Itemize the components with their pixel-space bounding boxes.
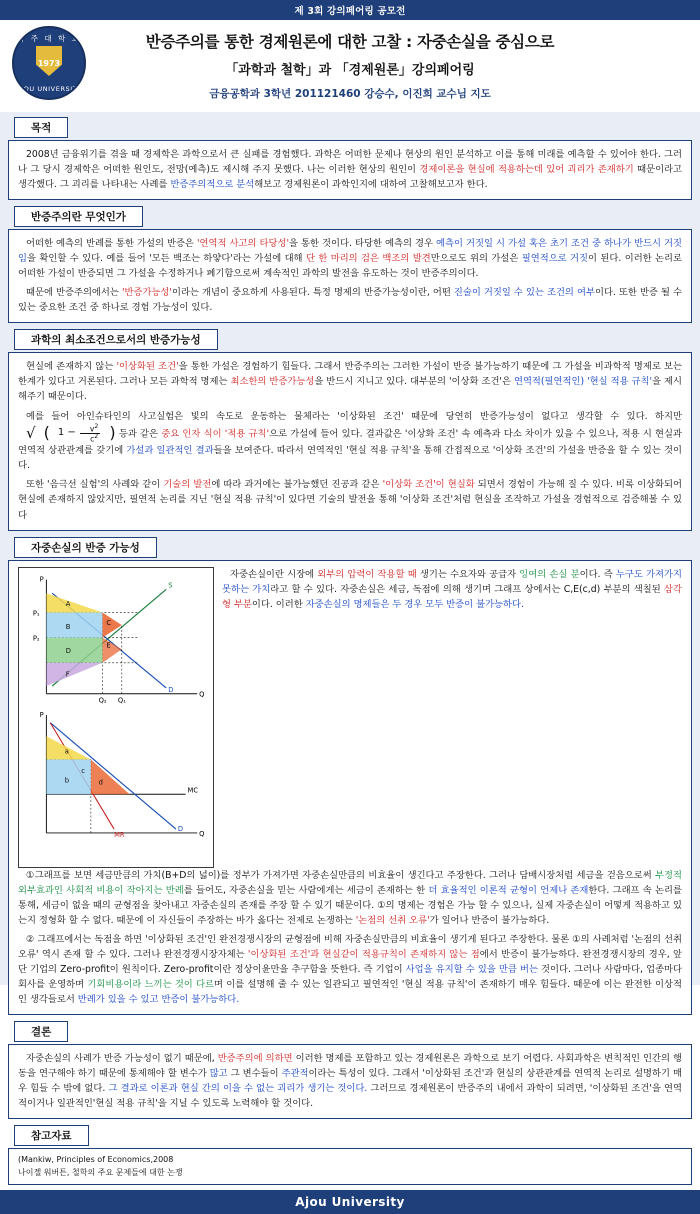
section-heading-minimum-condition: 과학의 최소조건으로서의 반증가능성 — [14, 329, 218, 350]
paragraph: 자중손실이란 시장에 외부의 압력이 작용할 때 생기는 수요자와 공급자 잉여의 손실 분이다. 즉 누구도 가져가지 못하는 가치라고 할 수 있다. 자중손실은 세금, 독점에 의해 생기며 그래프 상에서는 C,E(c,d) 부분의 색칠된 삼각형 부분이다. 이러한 자중손실의 명제들은 두 경우 모두 반증이 불가능하다. — [222, 568, 682, 610]
svg-text:D: D — [65, 646, 71, 655]
svg-text:a: a — [64, 747, 69, 756]
deadweight-loss-intro-text — [222, 567, 682, 612]
svg-text:P₂: P₂ — [32, 634, 40, 643]
svg-text:A: A — [65, 599, 71, 608]
paragraph: 2008년 금융위기를 겪을 때 경제학은 과학으로서 큰 실패를 경험했다. 과학은 어떠한 문제나 현상의 원인 분석하고 이를 통해 미래를 예측할 수 있어야 한다. 그러나 그 당시 경제학은 어떠한 원인도, 전망(예측)도 제시해 주지 못했다. 나는 이러한 현상의 원인이 경제이론을 현실에 적용하는데 있어 괴리가 존재하기 때문이라고 생각했다. 그 괴리를 나타내는 사례를 반증주의적으로 분석해보고 경제원론이 과학인지에 대하여 고찰해보고자 한다. — [18, 149, 683, 191]
section-heading-references: 참고자료 — [14, 1125, 89, 1146]
svg-text:b: b — [64, 776, 70, 785]
svg-text:P₁: P₁ — [32, 608, 40, 617]
section-minimum-condition — [8, 328, 692, 530]
svg-text:MR: MR — [114, 830, 125, 839]
reference-line: 나이젤 워버튼, 철학의 주요 문제들에 대한 논쟁 — [18, 1167, 183, 1177]
svg-text:MC: MC — [187, 785, 199, 794]
section-body-minimum-condition — [8, 352, 692, 530]
supply-demand-diagram — [18, 567, 214, 868]
section-what-is-falsificationism — [8, 205, 692, 323]
section-purpose — [8, 116, 692, 200]
svg-text:d: d — [98, 778, 103, 787]
top-banner: 제 3회 강의페어링 공모전 — [0, 0, 700, 20]
svg-text:S: S — [168, 580, 173, 589]
page-subtitle: 「과학과 철학」과 「경제원론」강의페어링 — [225, 63, 475, 78]
reference-line: (Mankiw, Principles of Economics,2008 — [18, 1155, 174, 1165]
logo-top-arc-text: 아 주 대 학 교 — [17, 34, 81, 43]
section-body-conclusion — [8, 1044, 692, 1119]
university-logo — [12, 26, 86, 100]
section-conclusion — [8, 1020, 692, 1119]
poster-header — [0, 20, 700, 112]
authors-line: 금융공학과 3학년 201121460 강승수, 이진희 교수님 지도 — [209, 88, 491, 100]
svg-text:F: F — [65, 669, 70, 678]
section-body-purpose — [8, 140, 692, 200]
section-body-deadweight-loss — [8, 560, 692, 1015]
svg-text:P: P — [39, 575, 44, 584]
paragraph: 현실에 존재하지 않는 '이상화된 조건'을 통한 가설은 경험하기 힘들다. 그래서 반증주의는 그러한 가설이 반증 불가능하기 때문에 그 가설을 비과학적 명제로 보는 한계가 있다고 거론된다. 그러나 모든 과학적 명제는 최소한의 반증가능성을 반드시 지니고 있다. 대부분의 '이상화 조건'은 연역적(필연적인) '현실 적용 규칙'을 제시해주기 때문이다. — [18, 361, 683, 403]
footer-banner: Ajou University — [0, 1190, 700, 1214]
svg-text:D: D — [177, 824, 184, 833]
section-deadweight-loss — [8, 536, 692, 1015]
paragraph: 예를 들어 아인슈타인의 사고실험은 빛의 속도로 운동하는 물체라는 '이상화된 조건' 때문에 당연히 반증가능성이 없다고 생각할 수 있다. 하지만 √ ( 1 − $\frac{v^2}{c^2}$ ) 등과 같은 중요 인자 식이 '적용 규칙'으로 가설에 들어 있다. 결과값은 '이상화 조건' 속 예측과 다소 차이가 있을 수 있으나, 적용 시 현실과 연역적 상관관계를 갖기에 가설과 일관적인 결과들을 보여준다. 따라서 연역적인 '현실 적용 규칙'을 통해 간접적으로 '이상화 조건'의 가설을 반증을 할 수 있는 것이다. — [18, 410, 682, 472]
logo-bottom-arc-text: AJOU UNIVERSITY — [16, 85, 82, 93]
section-heading-falsificationism: 반증주의란 무엇인가 — [14, 206, 143, 227]
svg-text:Q₂: Q₂ — [98, 695, 107, 704]
paragraph: 때문에 반증주의에서는 '반증가능성'이라는 개념이 중요하게 사용된다. 특정 명제의 반증가능성이란, 어떤 진술이 거짓일 수 있는 조건의 여부이다. 또한 반증 될 수 있는 중요한 조건 중 하나로 경험 가능성이 있다. — [18, 287, 683, 314]
svg-text:B: B — [65, 622, 71, 631]
page-title: 반증주의를 통한 경제원론에 대한 고찰 : 자중손실을 중심으로 — [145, 33, 555, 51]
svg-text:P: P — [39, 710, 44, 719]
paragraph: ② 그래프에서는 독점을 하면 '이상화된 조건'인 완전경쟁시장의 균형점에 비해 자중손실만큼의 비효율이 생기게 된다고 주장한다. 물론 ①의 사례처럼 '논점의 선취 오류' 역시 존재 할 수 있다. 그러나 완전경쟁시장자체는 '이상화된 조건'과 현실같이 적용규칙이 존재하지 않는 점에서 반증이 불가능하다. 완전경쟁시장의 경우, 앞단 기업의 Zero-profit이 원칙이다. Zero-profit이란 정상이윤만을 추구함을 뜻한다. 즉 기업이 사업을 유지할 수 있을 만큼 버는 것이다. 그러나 사람마다, 업종마다 회사를 운영하며 기회비용이라 느끼는 것이 다르며 이를 설명해 줄 수 있는 일관되고 필연적인 '현실 적용 규칙'이 존재하기 매우 힘들다. 때문에 이는 완전한 이상적인 생각들로서 반례가 있을 수 있고 반증이 불가능하다. — [18, 933, 683, 1005]
paragraph: 어떠한 예측의 반례를 통한 가설의 반증은 '연역적 사고의 타당성'을 통한 것이다. 타당한 예측의 경우 예측이 거짓일 시 가설 혹은 초기 조건 중 하나가 반드시 거짓임을 확인할 수 있다. 예를 들어 '모든 백조는 하얗다'라는 가설에 대해 단 한 마리의 검은 백조의 발견만으로도 위의 가설은 필연적으로 거짓이 된다. 이러한 논리로 어떠한 가설이 반증되면 그 가설을 수정하거나 폐기함으로써 계속적인 과학의 발전을 유도하는 것이 반증주의이다. — [18, 238, 683, 280]
logo-year: 1973 — [37, 59, 61, 68]
svg-text:Q₁: Q₁ — [117, 695, 126, 704]
svg-text:E: E — [106, 640, 111, 649]
section-heading-deadweight-loss: 자중손실의 반증 가능성 — [14, 537, 157, 558]
formula-lorentz-factor: √ ( 1 − $\frac{v^2}{c^2}$ ) — [26, 422, 116, 444]
section-heading-purpose: 목적 — [14, 117, 68, 138]
section-body-falsificationism — [8, 229, 692, 323]
references-body — [8, 1148, 692, 1185]
svg-text:c: c — [81, 766, 85, 775]
paragraph: ①그래프를 보면 세금만큼의 가치(B+D의 넓이)를 정부가 가져가면 자중손실만큼의 비효율이 생긴다고 주장한다. 그러나 담배시장처럼 세금을 걷음으로써 부정적 외부효과인 사회적 비용이 작아지는 반례를 들어도, 자중손실을 믿는 사람에게는 세금이 존재하는 한 더 효율적인 이론적 균형이 언제나 존재한다. 그래프 속 논리를 통해, 세금이 없을 때의 균형점을 찾아내고 자중손실의 존재를 주장 할 수 있기 때문이다. ①의 명제는 경험은 가능 할 수 있으나, 실제 자중손실이 어떻게 적용하고 있는지 정형화 할 수 없다. 때문에 이 자신들이 주장하는 바가 옳다는 전제로 논쟁하는 '논점의 선취 오류'가 일어나 반증이 불가능하다. — [18, 869, 682, 926]
deadweight-loss-chart — [21, 570, 211, 860]
svg-text:D: D — [168, 685, 174, 694]
paragraph: 자중손실의 사례가 반증 가능성이 없기 때문에, 반증주의에 의하면 이러한 명제를 포함하고 있는 경제원론은 과학으로 보기 어렵다. 사회과학은 변칙적인 인간의 행동을 연구해야 하기 때문에 통제해야 할 변수가 많고 그 변수들이 주관적이라는 특성이 있다. 그래서 '이상화된 조건'과 현실의 상관관계를 연역적 논리로 설명하기 매우 힘들 수 밖에 없다. 그 결과로 이론과 현실 간의 이을 수 없는 괴리가 생기는 것이다. 그러므로 경제원론이 반증주의 내에서 과학이 되려면, '이상화된 조건'을 연역적이거나 일관적인'현실 적용 규칙'을 지닐 수 있도록 노력해야 할 것이다. — [18, 1053, 682, 1110]
paragraph: 또한 '음극선 실험'의 사례와 같이 기술의 발전에 따라 과거에는 불가능했던 진공과 같은 '이상화 조건'이 현실화 되면서 경험이 가능해 질 수 있다. 비록 이상화되어 현실에 존재하지 않았지만, 필연적 논리를 지닌 '현실 적용 규칙'이 있다면 기술의 발전을 통해 '이상화 조건'처럼 현실을 조작하고 가설을 경험적으로 검증해볼 수 있다 — [18, 479, 682, 521]
section-references — [8, 1124, 692, 1185]
svg-text:Q: Q — [199, 690, 205, 699]
section-heading-conclusion: 결론 — [14, 1021, 68, 1042]
svg-text:Q: Q — [199, 829, 205, 838]
poster-content — [0, 112, 700, 1190]
svg-text:C: C — [106, 618, 112, 627]
